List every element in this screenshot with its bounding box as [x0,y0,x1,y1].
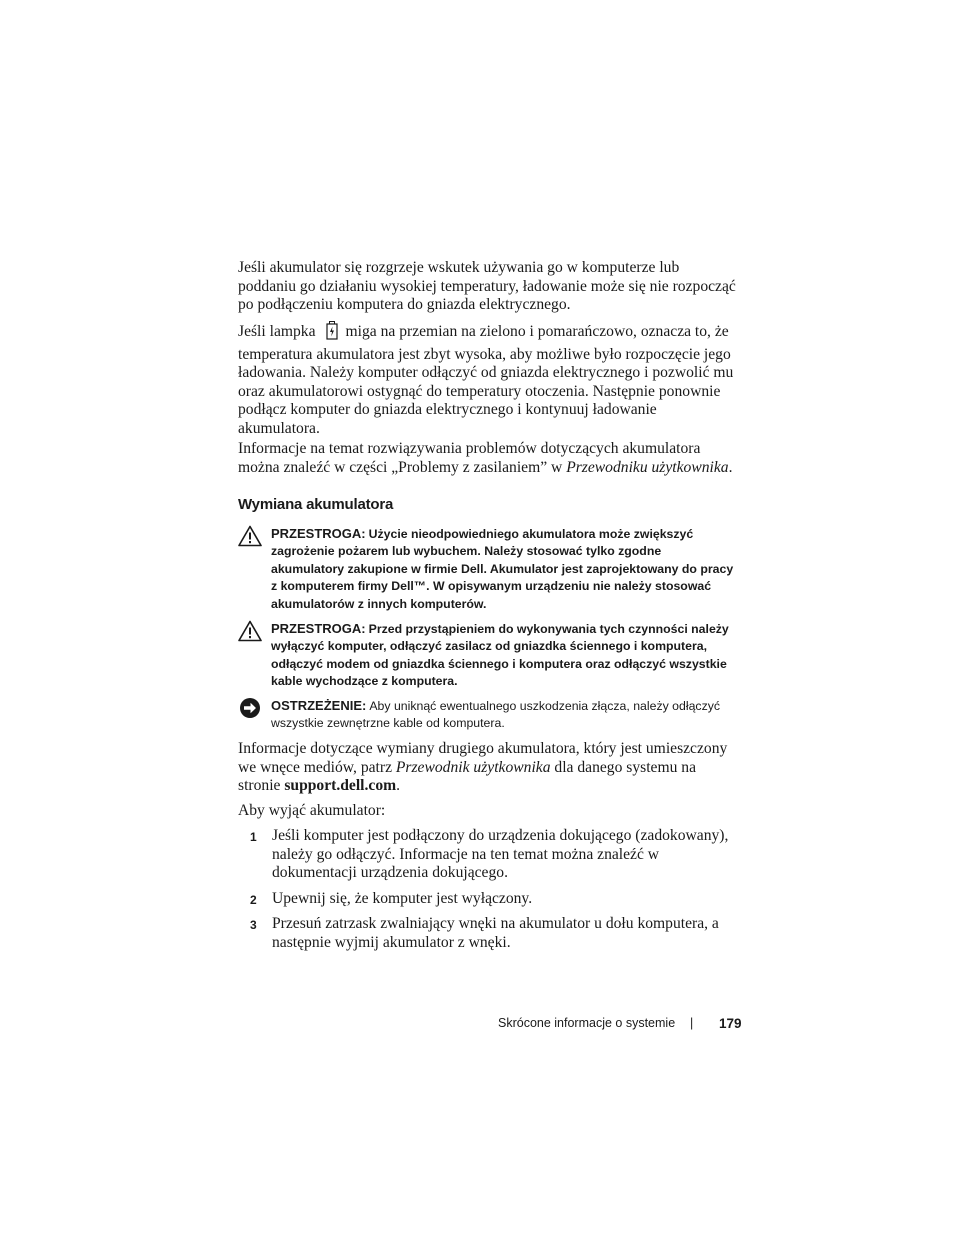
battery-icon [326,321,338,346]
footer-section-title: Skrócone informacje o systemie [498,1016,676,1030]
paragraph-battery-light [238,321,738,439]
warning-triangle-icon [238,525,262,547]
step-text: Przesuń zatrzask zwalniający wnęki na akumulator u dołu komputera, a następnie wyjmij akumulator z wnęki. [272,915,719,951]
page-number: 179 [719,1016,742,1031]
paragraph-overheat: Jeśli akumulator się rozgrzeje wskutek używania go w komputerze lub poddaniu go działaniu wysokiej temperatury, ładowanie może się nie rozpocząć po podłączeniu komputera do gniazda elektrycznego. [238,259,736,314]
footer-separator: | [690,1016,694,1030]
troubleshooting-text: Informacje na temat rozwiązywania problemów dotyczących akumulatora można znaleźć w części „Problemy z zasilaniem” w [238,440,701,476]
section-heading: Wymiana akumulatora [238,496,394,513]
paragraph-troubleshooting [238,440,738,477]
user-guide-reference: Przewodnik użytkownika [395,758,551,776]
paragraph-remove-intro: Aby wyjąć akumulator: [238,802,386,819]
battery-light-text-after: miga na przemian na zielono i pomarańczowo, oznacza to, że temperatura akumulatora jest zbyt wysoka, aby możliwe było rozpoczęcie jego ładowania. Należy komputer odłączyć od gniazda elektrycznego i pozwolić mu oraz akumulatorowi ostygnąć do temperatury otoczenia. Następnie ponownie podłącz komputer do gniazda elektrycznego i kontynuuj ładowanie akumulatora. [238,323,734,437]
paragraph-media-bay [238,740,738,796]
user-guide-reference: Przewodniku użytkownika [566,458,729,476]
caution-text: Użycie nieodpowiedniego akumulatora może zwiększyć zagrożenie pożarem lub wybuchem. Należy stosować tylko zgodne akumulatory zakupione w firmie Dell. Akumulator jest zaprojektowany do pracy z komputerem firmy Dell™. W opisywanym urządzeniu nie należy stosować akumulatorów z innych komputerów. [271,527,734,611]
step-text: Jeśli komputer jest podłączony do urządzenia dokującego (zadokowany), należy go odłączyć. Informacje na ten temat można znaleźć w dokumentacji urządzenia dokującego. [272,827,729,882]
troubleshooting-end: . [728,458,733,476]
warning-triangle-icon [238,620,262,642]
step-text: Upewnij się, że komputer jest wyłączony. [272,890,533,907]
support-link[interactable]: support.dell.com [284,777,397,795]
battery-light-text-before: Jeśli lampka [238,323,316,340]
notice-text: Aby uniknąć ewentualnego uszkodzenia złącza, należy odłączyć wszystkie zewnętrzne kable od komputera. [271,699,721,731]
step-number: 2 [250,893,257,907]
caution-text: Przed przystąpieniem do wykonywania tych czynności należy wyłączyć komputer, odłączyć zasilacz od gniazdka ściennego i komputera, odłączyć modem od gniazdka ściennego i komputera oraz odłączyć wszystkie kable wychodzące z komputera. [271,622,729,689]
media-bay-text-end: . [396,777,401,795]
caution-label: PRZESTROGA: [271,621,366,636]
notice-label: OSTRZEŻENIE: [271,698,367,713]
caution-label: PRZESTROGA: [271,526,366,541]
notice-circle-icon [238,697,262,719]
media-bay-text: Informacje dotyczące wymiany drugiego akumulatora, który jest umieszczony we wnęce mediów, patrz [238,740,728,776]
media-bay-text-middle: dla danego systemu na stronie [238,758,697,795]
step-number: 1 [250,830,257,844]
step-number: 3 [250,918,257,932]
